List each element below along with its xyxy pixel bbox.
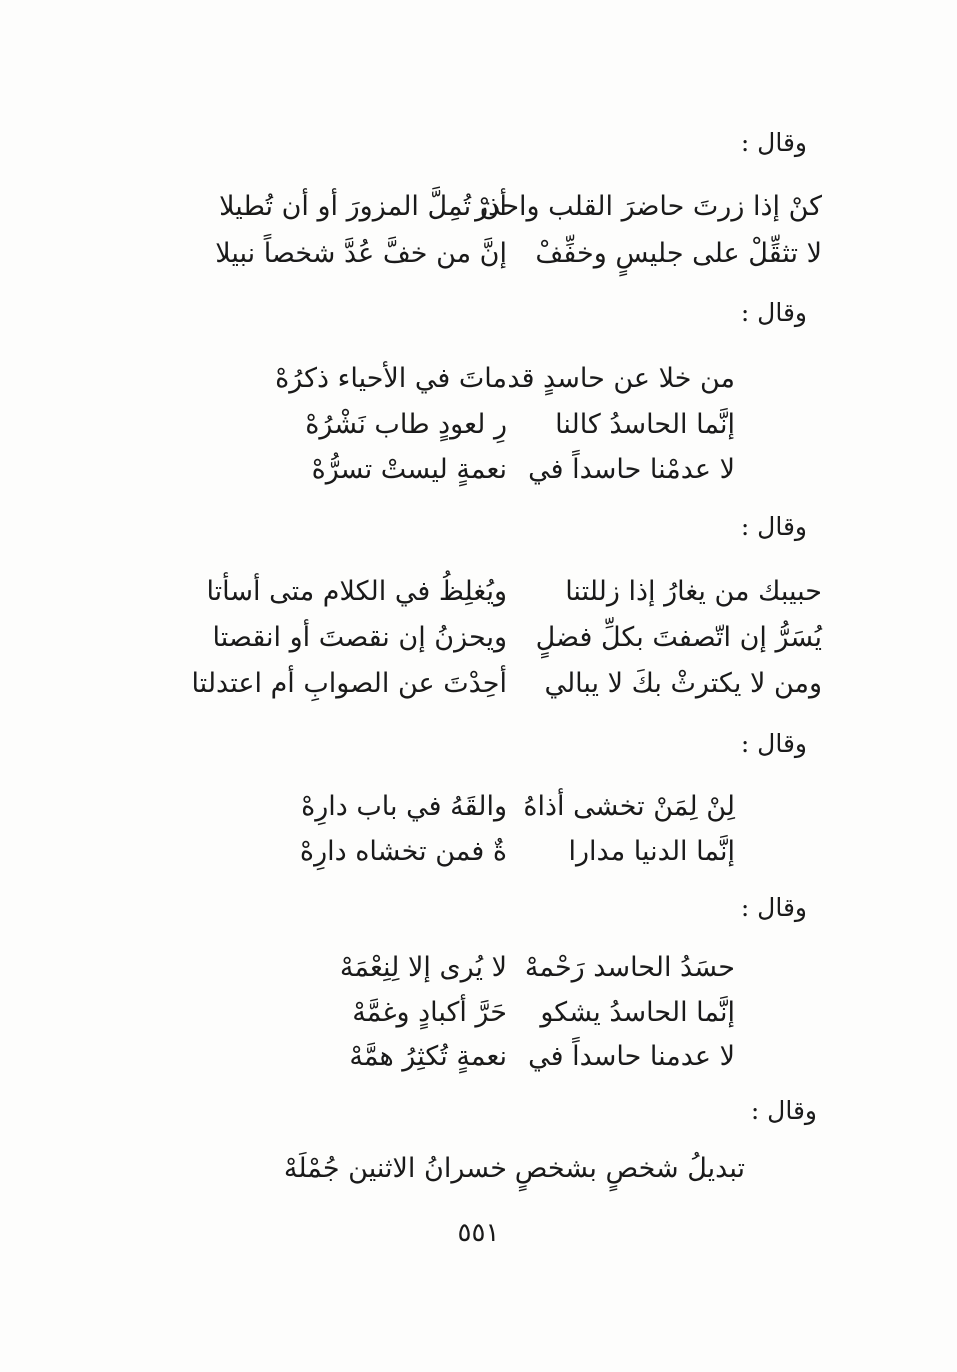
page-number: ٥٥١ xyxy=(457,1218,500,1248)
verse-second-hemistich: لا يُرى إلا لِنِعْمَهْ xyxy=(339,952,507,983)
verse-first-hemistich: ومن لا يكترثْ بكَ لا يبالي xyxy=(544,668,822,699)
verse-second-hemistich: ويحزنُ إن نقصتَ أو انقصتا xyxy=(212,622,507,653)
verse-second-hemistich: إنَّ من خفَّ عُدَّ شخصاً نبيلا xyxy=(215,238,507,269)
verse-second-hemistich: ويُغلِظُ في الكلام متى أسأتا xyxy=(206,576,507,607)
verse-first-hemistich: إنَّما الحاسدُ يشكو xyxy=(540,997,735,1028)
verse-second-hemistich: والقَهُ في باب دارِهْ xyxy=(301,791,507,822)
verse-second-hemistich: رِ لعودٍ طاب نَشْرُهْ xyxy=(305,409,507,440)
verse-second-hemistich: أن تُمِلَّ المزورَ أو أن تُطيلا xyxy=(219,191,507,222)
verse-second-hemistich: نعمةٍ تُكثِرُ همَّهْ xyxy=(349,1041,507,1072)
verse-first-hemistich: لا تثقِّلْ على جليسٍ وخفِّفْ xyxy=(535,238,822,269)
verse-first-hemistich: من خلا عن حاسدٍ قد xyxy=(507,363,735,394)
verse-first-hemistich: يُسَرُّ إن اتّصفتَ بكلِّ فضلٍ xyxy=(535,622,822,653)
verse-second-hemistich: أحِدْتَ عن الصوابِ أم اعتدلتا xyxy=(191,668,507,699)
verse-second-hemistich: ماتَ في الأحياء ذكرُهْ xyxy=(275,363,507,394)
verse-second-hemistich: خسرانُ الاثنين جُمْلَهْ xyxy=(283,1153,507,1184)
section-intro: وقال : xyxy=(740,298,807,327)
verse-first-hemistich: كنْ إذا زرتَ حاضرَ القلب واحذرْ xyxy=(475,191,822,222)
verse-first-hemistich: إنَّما الحاسدُ كالنا xyxy=(555,409,735,440)
verse-first-hemistich: حبيبك من يغارُ إذا زللتنا xyxy=(565,576,822,607)
verse-second-hemistich: ةٌ فمن تخشاه دارِهْ xyxy=(299,836,507,867)
verse-first-hemistich: لا عدمْنا حاسداً في xyxy=(528,454,735,485)
verse-second-hemistich: حَرَّ أكبادٍ وغمَّهْ xyxy=(352,997,507,1028)
verse-first-hemistich: تبديلُ شخصٍ بشخصٍ xyxy=(514,1153,745,1184)
section-intro: وقال : xyxy=(740,512,807,541)
verse-first-hemistich: لا عدمنا حاسداً في xyxy=(528,1041,735,1072)
section-intro: وقال : xyxy=(750,1096,817,1125)
section-intro: وقال : xyxy=(740,893,807,922)
verse-first-hemistich: لِنْ لِمَنْ تخشى أذاهُ xyxy=(523,791,735,822)
section-intro: وقال : xyxy=(740,128,807,157)
verse-first-hemistich: إنَّما الدنيا مدارا xyxy=(568,836,735,867)
verse-second-hemistich: نعمةٍ ليستْ تسرُّهْ xyxy=(311,454,507,485)
verse-first-hemistich: حسَدُ الحاسد رَحْمهْ xyxy=(524,952,735,983)
section-intro: وقال : xyxy=(740,729,807,758)
